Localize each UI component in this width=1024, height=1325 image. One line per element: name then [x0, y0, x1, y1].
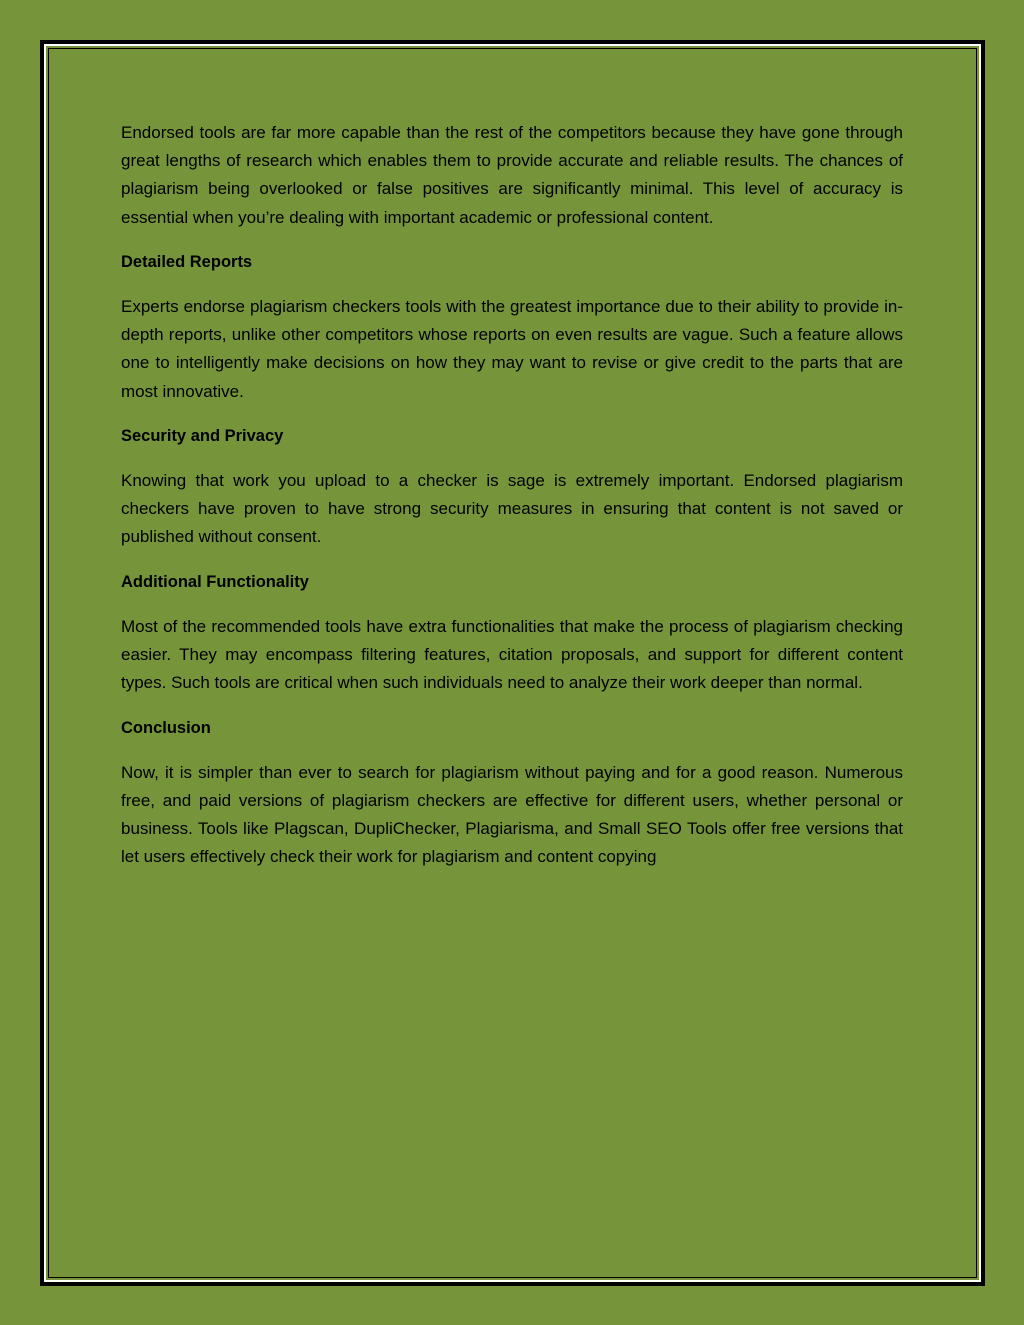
section-body-conclusion: Now, it is simpler than ever to search for plagiarism without paying and for a good reason. Numerous free, and paid versions of plagiarism checkers are effective for different users, whether personal or business. Tools like Plagscan, DupliChecker, Plagiarisma, and Small SEO Tools offer free versions that let users effectively check their work for plagiarism and content copying: [121, 762, 903, 867]
section-body-security-privacy: Knowing that work you upload to a checker is sage is extremely important. Endorsed plagiarism checkers have proven to have strong security measures in ensuring that content is not saved or published without consent.: [121, 471, 903, 547]
section-body-detailed-reports: Experts endorse plagiarism checkers tools with the greatest importance due to their ability to provide in-depth reports, unlike other competitors whose reports on even results are vague. Such a feature allows one to intelligently make decisions on how they may want to revise or give credit to the parts that are most innovative.: [121, 297, 903, 401]
intro-paragraph: Endorsed tools are far more capable than the rest of the competitors because they have gone through great lengths of research which enables them to provide accurate and reliable results. The chances of plagiarism being overlooked or false positives are significantly minimal. This level of accuracy is essential when you’re dealing with important academic or professional content.: [121, 123, 903, 227]
section-heading-additional-functionality: Additional Functionality: [121, 573, 309, 592]
section-body-additional-functionality: Most of the recommended tools have extra functionalities that make the process of plagiarism checking easier. They may encompass filtering features, citation proposals, and support for different content types. Such tools are critical when such individuals need to analyze their work deeper than normal.: [121, 616, 903, 693]
section-heading-security-privacy: Security and Privacy: [121, 427, 284, 446]
document-body: [121, 119, 903, 888]
section-heading-conclusion: Conclusion: [121, 718, 211, 737]
section-heading-detailed-reports: Detailed Reports: [121, 253, 253, 272]
